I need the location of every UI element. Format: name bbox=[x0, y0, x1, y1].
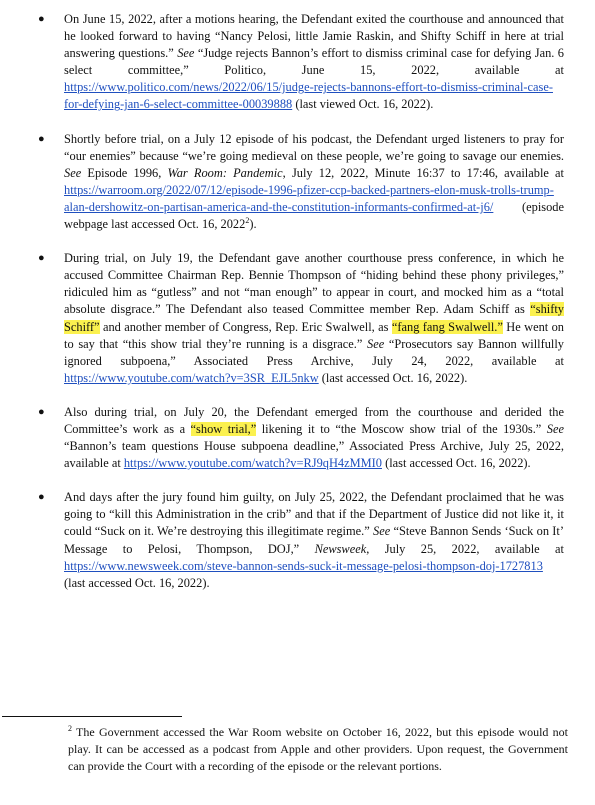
bullet-icon: ● bbox=[38, 252, 45, 265]
footnote-text: The Government accessed the War Room website on October 16, 2022, but this episode would not play. It can be accessed as a podcast from Apple and other providers. Upon request, the Government can provide the Court with a recording of the episode or the relevant portions. bbox=[68, 725, 568, 773]
highlighted-text: “show trial,” bbox=[190, 421, 257, 436]
see-signal: See bbox=[177, 46, 195, 61]
footnote-divider bbox=[2, 716, 182, 717]
footnote-number: 2 bbox=[68, 724, 72, 733]
item-text: “Bannon’s team questions House subpoena deadline,” Associated Press Archive, July 25, 2022, available at bbox=[64, 439, 564, 471]
politico-link[interactable]: https://www.politico.com/news/2022/06/15/judge-rejects-bannons-effort-to-dismiss-criminal-case-for-defying-jan-6-select-committee-00039888 bbox=[64, 80, 553, 112]
item-text: On June 15, 2022, after a motions hearing, the Defendant exited the courthouse and announced that he looked forward to having “Nancy Pelosi, little Jamie Raskin, and Shifty Schiff in here at trial answering questions.” bbox=[64, 12, 564, 61]
highlighted-text: “shifty Schiff” bbox=[64, 302, 564, 334]
item-text: “Prosecutors say Bannon willfully ignored subpoena,” Associated Press Archive, July 24, 2022, available at bbox=[64, 336, 564, 368]
list-item bbox=[38, 404, 564, 472]
item-text: (last accessed Oct. 16, 2022). bbox=[381, 456, 531, 471]
youtube-link[interactable]: https://www.youtube.com/watch?v=3SR_EJL5nkw bbox=[64, 370, 319, 385]
item-text: , July 25, 2022, available at bbox=[366, 541, 564, 556]
footnote-body bbox=[0, 724, 568, 775]
item-text: Also during trial, on July 20, the Defendant emerged from the courthouse and derided the Committee’s work as a bbox=[64, 404, 564, 436]
item-text: (last accessed Oct. 16, 2022). bbox=[64, 575, 210, 590]
item-text: (last accessed Oct. 16, 2022). bbox=[318, 370, 468, 385]
highlighted-text: “fang fang Swalwell.” bbox=[391, 319, 503, 334]
list-item bbox=[38, 11, 564, 114]
see-signal: See bbox=[64, 165, 82, 180]
item-text: (episode webpage last accessed Oct. 16, 2022 bbox=[64, 199, 564, 232]
item-text: likening it to “the Moscow show trial of the 1930s.” bbox=[256, 421, 547, 436]
item-text: “Steve Bannon Sends ‘Suck on It’ Message to Pelosi, Thompson, DOJ,” bbox=[64, 524, 564, 556]
warroom-link[interactable]: https://warroom.org/2022/07/12/episode-1996-pfizer-ccp-backed-partners-elon-musk-trolls-trump-alan-dershowitz-on-partisan-america-and-the-constitution-informants-confirmed-at-j6/ bbox=[64, 182, 554, 214]
bullet-icon: ● bbox=[38, 491, 45, 504]
item-text: ). bbox=[249, 217, 257, 232]
item-text: and another member of Congress, Rep. Eric Swalwell, as bbox=[99, 319, 392, 334]
item-text: Shortly before trial, on a July 12 episode of his podcast, the Defendant urged listeners to pray for “our enemies” because “we’re going medieval on these people, we’re going to savage our enemies. bbox=[64, 131, 564, 163]
bullet-icon: ● bbox=[38, 405, 45, 418]
item-text: (last viewed Oct. 16, 2022). bbox=[292, 97, 434, 112]
footnote-ref[interactable]: 2 bbox=[245, 215, 250, 225]
show-title: War Room: Pandemic bbox=[167, 165, 283, 180]
footnote bbox=[0, 724, 568, 775]
youtube-link[interactable]: https://www.youtube.com/watch?v=RJ9qH4zMMI0 bbox=[123, 456, 382, 471]
bullet-icon: ● bbox=[38, 132, 45, 145]
publication-name: Newsweek bbox=[314, 541, 367, 556]
bullet-icon: ● bbox=[38, 13, 45, 25]
newsweek-link[interactable]: https://www.newsweek.com/steve-bannon-sends-suck-it-message-pelosi-thompson-doj-1727813 bbox=[64, 558, 543, 573]
see-signal: See bbox=[373, 524, 391, 539]
see-signal: See bbox=[367, 336, 385, 351]
item-text: Episode 1996, bbox=[81, 165, 168, 180]
item-text: “Judge rejects Bannon’s effort to dismiss criminal case for defying Jan. 6 select committee,” Politico, June 15, 2022, available at bbox=[64, 46, 564, 78]
list-item bbox=[38, 131, 564, 234]
list-item bbox=[38, 250, 564, 387]
item-text: , July 12, 2022, Minute 16:37 to 17:46, available at bbox=[282, 165, 564, 180]
list-item bbox=[38, 489, 564, 592]
bullet-list bbox=[38, 11, 564, 592]
item-text: And days after the jury found him guilty, on July 25, 2022, the Defendant proclaimed that he was going to “kill this Administration in the crib” and that if the Department of Justice did not like it, it could “Suck on it. We’re destroying this illegitimate regime.” bbox=[64, 490, 564, 539]
item-text: During trial, on July 19, the Defendant gave another courthouse press conference, in which he accused Committee Chairman Rep. Bennie Thompson of “hiding behind these phony privileges,” ridiculed him as “gutless” and not “man enough” to appear in court, and mocked him as a “total absolute disgrace.” The Defendant also teased Committee member Rep. Adam Schiff as bbox=[64, 251, 564, 317]
item-text: He went on to say that “this show trial they’re running is a disgrace.” bbox=[64, 319, 564, 351]
see-signal: See bbox=[546, 421, 564, 436]
